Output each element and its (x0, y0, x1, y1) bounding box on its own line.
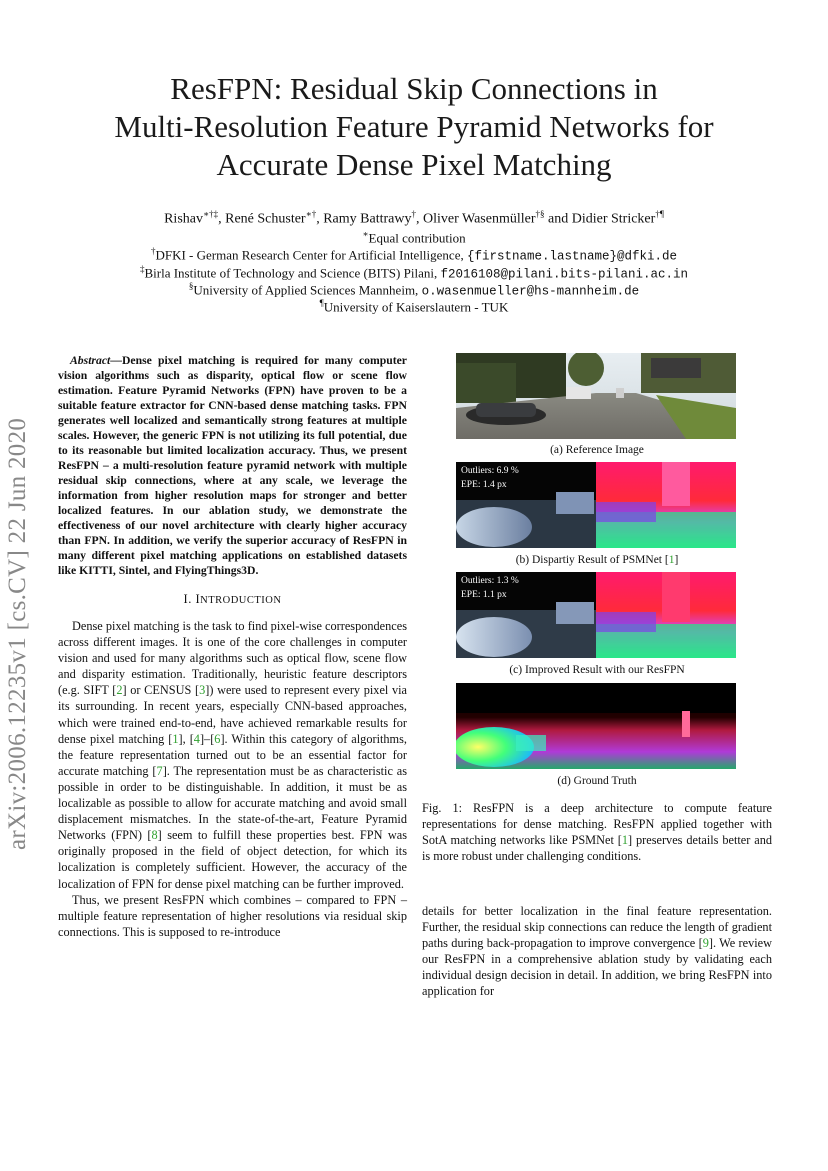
citation-link[interactable]: 2 (116, 683, 123, 698)
text-run: ]. Within this category of algorithms, the feature representation turned out to be an essential factor for accurate matching [ (58, 731, 407, 778)
title-line: Multi-Resolution Feature Pyramid Networks for (114, 109, 714, 144)
citation-link[interactable]: 6 (214, 731, 221, 746)
introduction-body (58, 618, 407, 940)
affiliation-email[interactable]: f2016108@pilani.bits-pilani.ac.in (440, 267, 689, 282)
text-run: ] or CENSUS [ (122, 683, 200, 698)
text-run: ]. The representation must be as characteristic as possible in order to be distinguishable. In addition, it must be as localizable as possible to allow for accurate matching and avoid small displacement mismatches. In the state-of-the-art, Feature Pyramid Networks (FPN) [ (58, 763, 408, 843)
author-mark: †§ (535, 209, 545, 219)
figure-caption (422, 800, 772, 864)
author-mark: †¶ (655, 209, 664, 219)
affiliation-mark: § (188, 281, 194, 291)
author-name: , Oliver Wasenmüller (415, 211, 536, 227)
subfigure-caption: (a) Reference Image (550, 444, 644, 456)
right-column-text (422, 903, 772, 1000)
author-name: and Didier Stricker (544, 211, 656, 227)
section-title-initial: I (195, 592, 201, 606)
epe-label: EPE: 1.4 px (461, 480, 507, 490)
citation-link[interactable]: 1 (621, 833, 629, 848)
affiliation-text: DFKI - German Research Center for Artificial Intelligence, (155, 247, 467, 263)
caption-text: Fig. 1: ResFPN is a deep architecture to compute feature representations for dense matching. ResFPN applied together with SotA matching networks like PSMNet [ (422, 801, 772, 848)
affiliation (60, 295, 768, 315)
caption-text: ] (674, 554, 679, 566)
citation-link[interactable]: 9 (702, 936, 709, 951)
citation-link[interactable]: 7 (156, 763, 163, 778)
title-line: ResFPN: Residual Skip Connections in (170, 71, 658, 106)
affiliation-text: University of Applied Sciences Mannheim, (193, 282, 422, 298)
author-mark: † (411, 209, 416, 219)
author-name: , René Schuster (218, 211, 306, 227)
subfigure-caption: (d) Ground Truth (557, 775, 637, 787)
affiliation-email[interactable]: o.wasenmueller@hs-mannheim.de (421, 284, 640, 299)
affiliation-text: University of Kaiserslautern - TUK (323, 299, 509, 315)
section-number: I. (183, 592, 196, 606)
caption-text: ] preserves details better and is more robust under challenging conditions. (422, 833, 772, 864)
text-run: Dense pixel matching is the task to find pixel-wise correspondences across different images. It is one of the core challenges in computer vision and used for many algorithms such as optical flow, scene flow and disparity estimation. Traditionally, heuristic feature descriptors (e.g. SIFT [ (58, 619, 407, 698)
abstract-heading: Abstract (70, 354, 111, 367)
affiliation-mark: † (150, 246, 156, 256)
affiliation-email[interactable]: {firstname.lastname}@dfki.de (466, 249, 678, 264)
abstract-body: —Dense pixel matching is required for many computer vision algorithms such as disparity, optical flow or scene flow estimation. Feature Pyramid Networks (FPN) have proven to be a suitable feature extractor for CNN-based dense matching tasks. FPN generates well localized and semantically strong features at multiple scales. However, the generic FPN is not utilizing its full potential, due to its reasonable but limited localization accuracy. Thus, we present ResFPN – a multi-resolution feature pyramid network with multiple residual skip connections, where at any scale, we leverage the information from higher resolution maps for stronger and better localized features. In our ablation study, we demonstrate the effectiveness of our novel architecture with clearly higher accuracy than FPN. In addition, we verify the superior accuracy of ResFPN in many different pixel matching applications on established datasets like KITTI, Sintel, and FlyingThings3D. (58, 354, 407, 577)
title-line: Accurate Dense Pixel Matching (216, 147, 612, 182)
section-title-rest: NTRODUCTION (200, 595, 282, 606)
affiliation-mark: ‡ (139, 264, 145, 274)
paragraph (58, 618, 407, 892)
ground-truth-image (456, 683, 736, 769)
text-run: ]) were used to represent every pixel via its surrounding. In recent years, especially CNN-based approaches, which were trained end-to-end, have achieved remarkable results for dense pixel matching [ (58, 683, 408, 746)
note-text: Equal contribution (368, 230, 466, 246)
citation-link[interactable]: 1 (668, 554, 675, 566)
subfigure-caption: (c) Improved Result with our ResFPN (509, 664, 685, 676)
psmnet-result-image (456, 462, 736, 548)
affiliation-mark: ¶ (319, 298, 324, 308)
author-mark: ∗†‡ (202, 209, 219, 219)
citation-link[interactable]: 3 (199, 683, 206, 698)
text-run: ]–[ (199, 731, 215, 746)
paragraph: Thus, we present ResFPN which combines – compared to FPN – multiple feature representation of higher resolutions via residual skip connections. This is supposed to re-introduce (58, 892, 407, 939)
outliers-label: Outliers: 6.9 % (461, 466, 519, 476)
author-mark: ∗† (305, 209, 317, 219)
resfpn-result-image (456, 572, 736, 658)
text-run: details for better localization in the final feature representation. Further, the residual skip connections can reduce the length of gradient paths during back-propagation to improve convergence [ (422, 904, 772, 951)
author-name: , Ramy Battrawy (316, 211, 412, 227)
arxiv-identifier: arXiv:2006.12235v1 [cs.CV] 22 Jun 2020 (4, 417, 31, 850)
section-heading (58, 592, 407, 607)
abstract (58, 353, 407, 578)
author-name: Rishav (164, 211, 203, 227)
paper-title (60, 70, 768, 184)
epe-label: EPE: 1.1 px (461, 590, 507, 600)
affiliation-text: Birla Institute of Technology and Science (BITS) Pilani, (144, 265, 441, 281)
text-run: ], [ (178, 731, 194, 746)
note-mark: ∗ (362, 229, 369, 239)
reference-image (456, 353, 736, 439)
text-run: ]. We review our ResFPN in a comprehensive ablation study by validating each individual design decision in detail. In addition, we bring ResFPN into application for (422, 936, 773, 999)
subfigure-caption (422, 554, 772, 566)
outliers-label: Outliers: 1.3 % (461, 576, 519, 586)
text-run: ] seem to fulfill these properties best. FPN was originally proposed in the field of object detection, for which its localization is completely sufficient. However, the accuracy of the localization of FPN for dense pixel matching can be further improved. (58, 828, 407, 891)
citation-link[interactable]: 8 (151, 828, 158, 843)
citation-link[interactable]: 1 (172, 731, 179, 746)
citation-link[interactable]: 4 (193, 731, 200, 746)
caption-text: (b) Dispartiy Result of PSMNet [ (515, 554, 669, 566)
